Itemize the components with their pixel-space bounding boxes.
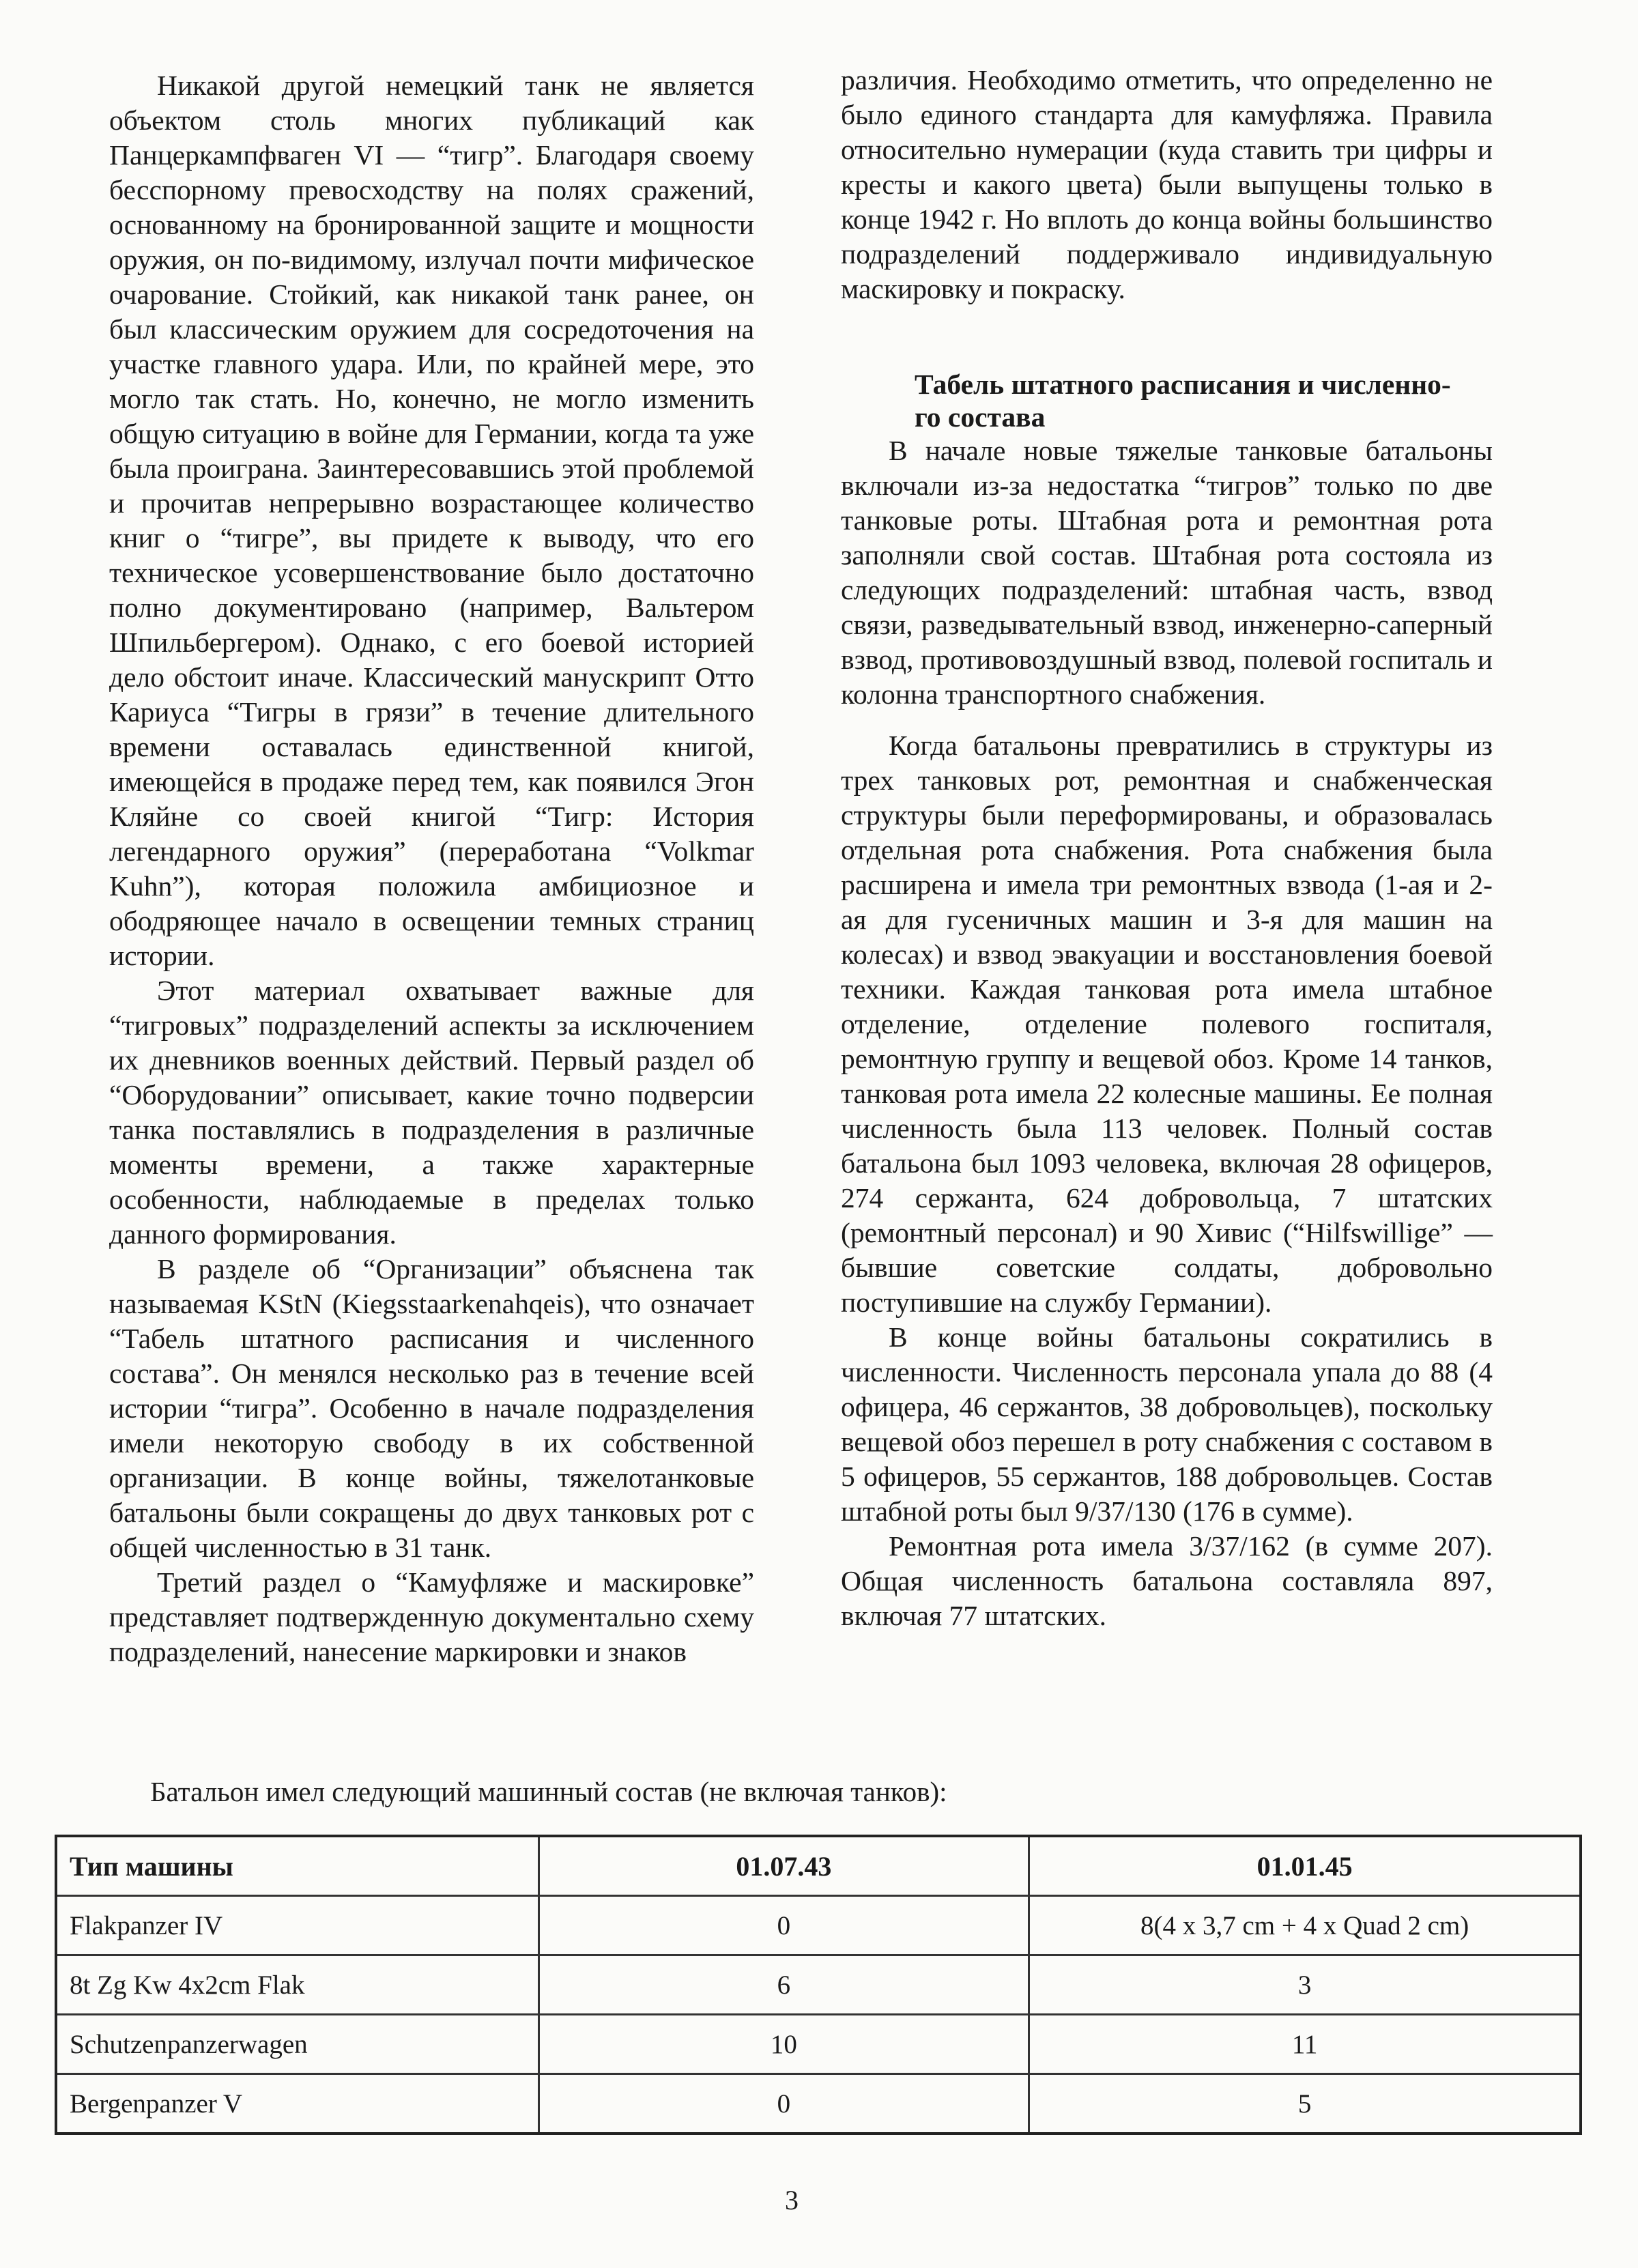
paragraph-three-companies: Когда батальоны превратились в структуры из трех танковых рот, ремонтная и снабженческая структуры были переформированы, и образовалась отдельная рота снабжения. Рота снабжения была расширена и имела три ремонтных взвода (1-ая и 2-ая для гусеничных машин и 3-я для машин на колесах) и взвод эвакуации и восстановления боевой техники. Каждая танковая рота имела штабное отделение, отделение полевого госпиталя, ремонтную группу и вещевой обоз. Кроме 14 танков, танковая рота имела 22 колесные машины. Ее полная численность была 113 человек. Полный состав батальона был 1093 человека, включая 28 офицеров, 274 сержанта, 624 добровольца, 7 штатских (ремонтный персонал) и 90 Хивис (“Hilfswillige” — бывшие советские солдаты, добровольно поступившие на службу Германии). — [841, 730, 1493, 1318]
paragraph-early-battalions: В начале новые тяжелые танковые батальоны включали из-за недостатка “тигров” только по две танковые роты. Штабная рота и ремонтная рота заполняли свой состав. Штабная рота состояла из следующих подразделений: штабная часть, взвод связи, разведывательный взвод, инженерно-саперный взвод, противовоздушный взвод, полевой госпиталь и колонна транспортного снабжения. — [841, 435, 1493, 710]
vehicle-table — [55, 1835, 1582, 2135]
table-row — [56, 2074, 1581, 2134]
cell-count-1943: 6 — [538, 1955, 1029, 2015]
left-column — [109, 68, 754, 1669]
paragraph-end-of-war: В конце войны батальоны сократились в численности. Численность персонала упала до 88 (4 офицера, 46 сержантов, 38 добровольцев), поскольку вещевой обоз перешел в роту снабжения с составом в 5 офицеров, 55 сержантов, 188 добровольцев. Состав штабной роты был 9/37/130 (176 в сумме). — [841, 1321, 1493, 1527]
paragraph-intro: Никакой другой немецкий танк не является объектом столь многих публикаций как Панцеркампфваген VI — “тигр”. Благодаря своему бесспорному превосходству на полях сражений, основанному на бронированной защите и мощности оружия, он по-видимому, излучал почти мифическое очарование. Стойкий, как никакой танк ранее, он был классическим оружием для сосредоточения на участке главного удара. Или, по крайней мере, это могло так стать. Но, конечно, не могло изменить общую ситуацию в войне для Германии, когда та уже была проиграна. Заинтересовавшись этой проблемой и прочитав непрерывно возрастающее количество книг о “тигре”, вы придете к выводу, что его техническое усовершенствование было достаточно полно документировано (например, Вальтером Шпильбергером). Однако, с его боевой историей дело обстоит иначе. Классический манускрипт Отто Кариуса “Тигры в грязи” в течение длительного времени оставалась единственной книгой, имеющейся в продаже перед тем, как появился Эгон Кляйне со своей книгой “Тигр: История легендарного оружия” (переработана “Volkmar Kuhn”), которая положила амбициозное и ободряющее начало в освещении темных страниц истории. — [109, 70, 754, 971]
cell-vehicle: 8t Zg Kw 4x2cm Flak — [56, 1955, 538, 2015]
cell-count-1945: 11 — [1029, 2015, 1581, 2074]
cell-vehicle: Schutzenpanzerwagen — [56, 2015, 538, 2074]
cell-count-1945: 3 — [1029, 1955, 1581, 2015]
cell-vehicle: Flakpanzer IV — [56, 1896, 538, 1955]
right-column — [841, 63, 1493, 1633]
table-row — [56, 1955, 1581, 2015]
table-row — [56, 1896, 1581, 1955]
cell-vehicle: Bergenpanzer V — [56, 2074, 538, 2134]
cell-count-1945: 8(4 x 3,7 cm + 4 x Quad 2 cm) — [1029, 1896, 1581, 1955]
paragraph-repair-company: Ремонтная рота имела 3/37/162 (в сумме 207). Общая численность батальона составляла 897, включая 77 штатских. — [841, 1530, 1493, 1631]
cell-count-1943: 10 — [538, 2015, 1029, 2074]
table-row — [56, 2015, 1581, 2074]
header-date-1943: 01.07.43 — [538, 1836, 1029, 1896]
table-header-row — [56, 1836, 1581, 1896]
cell-count-1945: 5 — [1029, 2074, 1581, 2134]
table-caption: Батальон имел следующий машинный состав (не включая танков): — [150, 1776, 947, 1807]
paragraph-continuation: различия. Необходимо отметить, что определенно не было единого стандарта для камуфляжа. Правила относительно нумерации (куда ставить три цифры и кресты и какого цвета) были выпущены только в конце 1942 г. Но вплоть до конца войны большинство подразделений поддерживало индивидуальную маскировку и покраску. — [841, 64, 1493, 304]
header-vehicle-type: Тип машины — [56, 1836, 538, 1896]
section-title-line2: го состава — [915, 401, 1046, 433]
section-title-line1: Табель штатного расписания и численно- — [915, 369, 1451, 400]
cell-count-1943: 0 — [538, 1896, 1029, 1955]
page-number: 3 — [785, 2185, 799, 2215]
paragraph-camouflage: Третий раздел о “Камуфляже и маскировке” представляет подтвержденную документально схему подразделений, нанесение маркировки и знаков — [109, 1566, 754, 1667]
header-date-1945: 01.01.45 — [1029, 1836, 1581, 1896]
paragraph-organization: В разделе об “Организации” объяснена так называемая KStN (Kiegsstaarkenahqeis), что означает “Табель штатного расписания и численного состава”. Он менялся несколько раз в течение всей истории “тигра”. Особенно в начале подразделения имели некоторую свободу в их собственной организации. В конце войны, тяжелотанковые батальоны были сокращены до двух танковых рот с общей численностью в 31 танк. — [109, 1253, 754, 1563]
paragraph-gap — [841, 712, 1493, 728]
paragraph-material: Этот материал охватывает важные для “тигровых” подразделений аспекты за исключением их дневников военных действий. Первый раздел об “Оборудовании” описывает, какие точно подверсии танка поставлялись в подразделения в различные моменты времени, а также характерные особенности, наблюдаемые в пределах только данного формирования. — [109, 975, 754, 1250]
cell-count-1943: 0 — [538, 2074, 1029, 2134]
section-title — [841, 368, 1493, 433]
